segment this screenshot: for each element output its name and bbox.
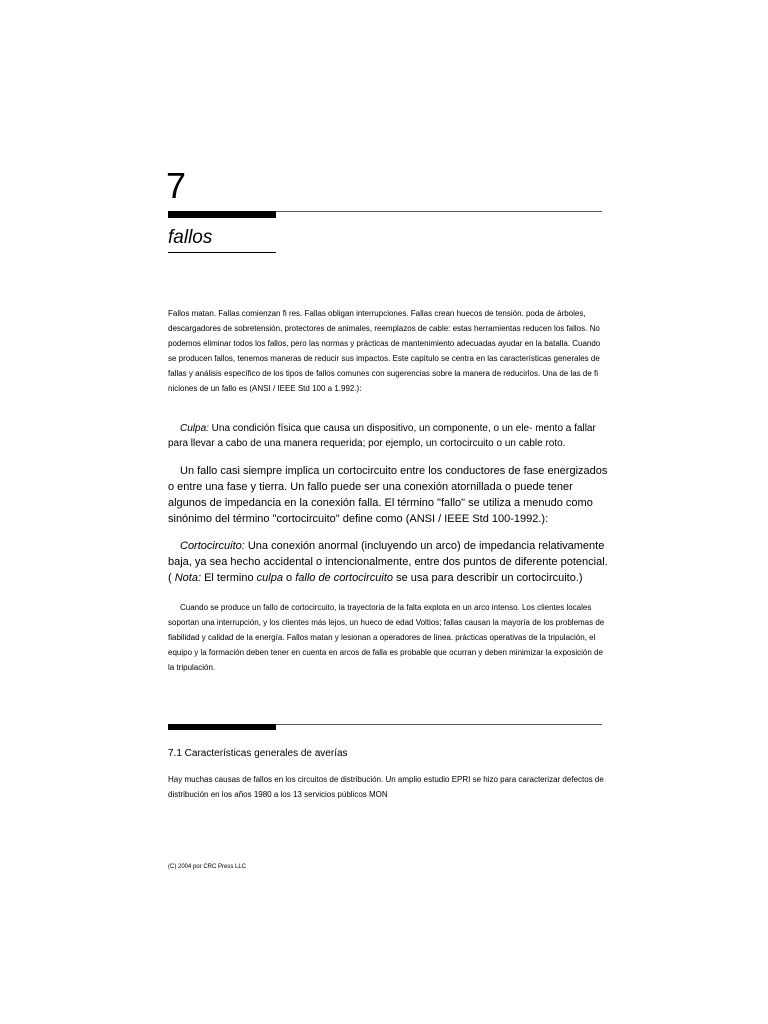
definition-cortocircuito-text-1: Una conexión anormal (incluyendo un arco) de impedancia relativamente baja, ya sea hecho accidental o intencionalmente, entre dos puntos de diferente potencial. ( xyxy=(168,540,608,584)
section-rule-thick xyxy=(168,724,276,730)
term-culpa: culpa xyxy=(256,572,283,584)
chapter-title: fallos xyxy=(168,227,213,248)
definition-term-cortocircuito: Cortocircuito: xyxy=(180,540,245,552)
intro-paragraph: Fallos matan. Fallas comienzan fi res. Fallas obligan interrupciones. Fallas crean huecos de tensión. poda de árboles, descargadores de sobretensión, protectores de animales, reemplazos de cable: estas herramientas reducen los fallos. No podemos eliminar todos los fallos, pero las normas y prácticas de mantenimiento adecuadas ayudar en la batalla. Cuando se producen fallos, tenemos maneras de reducir sus impactos. Este capítulo se centra en las características generales de fallas y análisis específico de los tipos de fallos comunes con sugerencias sobre la manera de reducirlos. Una de las de fi niciones de un fallo es (ANSI / IEEE Std 100 a 1.992.): xyxy=(168,309,601,393)
definition-cortocircuito-text-3: o xyxy=(282,572,296,584)
chapter-number: 7 xyxy=(166,165,187,206)
section-heading: 7.1 Características generales de averías xyxy=(168,748,348,759)
definition-culpa-text: Una condición física que causa un dispositivo, un componente, o un ele- mento a fallar para llevar a cabo de una manera requerida; por ejemplo, un cortocircuito o un cable roto. xyxy=(168,423,596,449)
section-paragraph: Hay muchas causas de fallos en los circuitos de distribución. Un amplio estudio EPRI se hizo para caracterizar defectos de distribución en los años 1980 a los 13 servicios públicos MON xyxy=(168,775,604,799)
section-rule-thin xyxy=(276,724,602,725)
chapter-title-underline xyxy=(168,252,276,253)
footer-copyright: (C) 2004 por CRC Press LLC xyxy=(168,864,247,870)
chapter-rule-thin xyxy=(276,211,602,212)
term-fallo-cortocircuito: fallo de cortocircuito xyxy=(295,572,394,584)
definition-cortocircuito xyxy=(168,538,608,586)
definition-culpa xyxy=(168,421,608,451)
definition-term-culpa: Culpa: xyxy=(180,423,209,434)
definition-cortocircuito-text-2: El termino xyxy=(201,572,257,584)
arc-paragraph xyxy=(168,600,608,675)
arc-text: Cuando se produce un fallo de cortocircuito, la trayectoria de la falta explota en un arco intenso. Los clientes locales soportan una interrupción, y los clientes más lejos, un hueco de edad Voltios; fallas causan la mayoría de los problemas de fiabilidad y calidad de la energía. Fallos matan y lesionan a operadores de línea. prácticas operativas de la tripulación, el equipo y la formación deben tener en cuenta en arcos de falla es probable que ocurran y deben minimizar la exposición de la tripulación. xyxy=(168,603,605,672)
definition-cortocircuito-text-4: se usa para describir un cortocircuito.) xyxy=(393,572,583,584)
note-label: Nota: xyxy=(174,572,202,584)
chapter-rule-thick xyxy=(168,211,276,218)
short-circuit-paragraph xyxy=(168,463,608,527)
short-circuit-text: Un fallo casi siempre implica un cortocircuito entre los conductores de fase energizados o entre una fase y tierra. Un fallo puede ser una conexión atornillada o puede tener algunos de impedancia en la conexión falla. El término "fallo" se utiliza a menudo como sinónimo del término "cortocircuito" define como (ANSI / IEEE Std 100-1992.): xyxy=(168,465,608,525)
